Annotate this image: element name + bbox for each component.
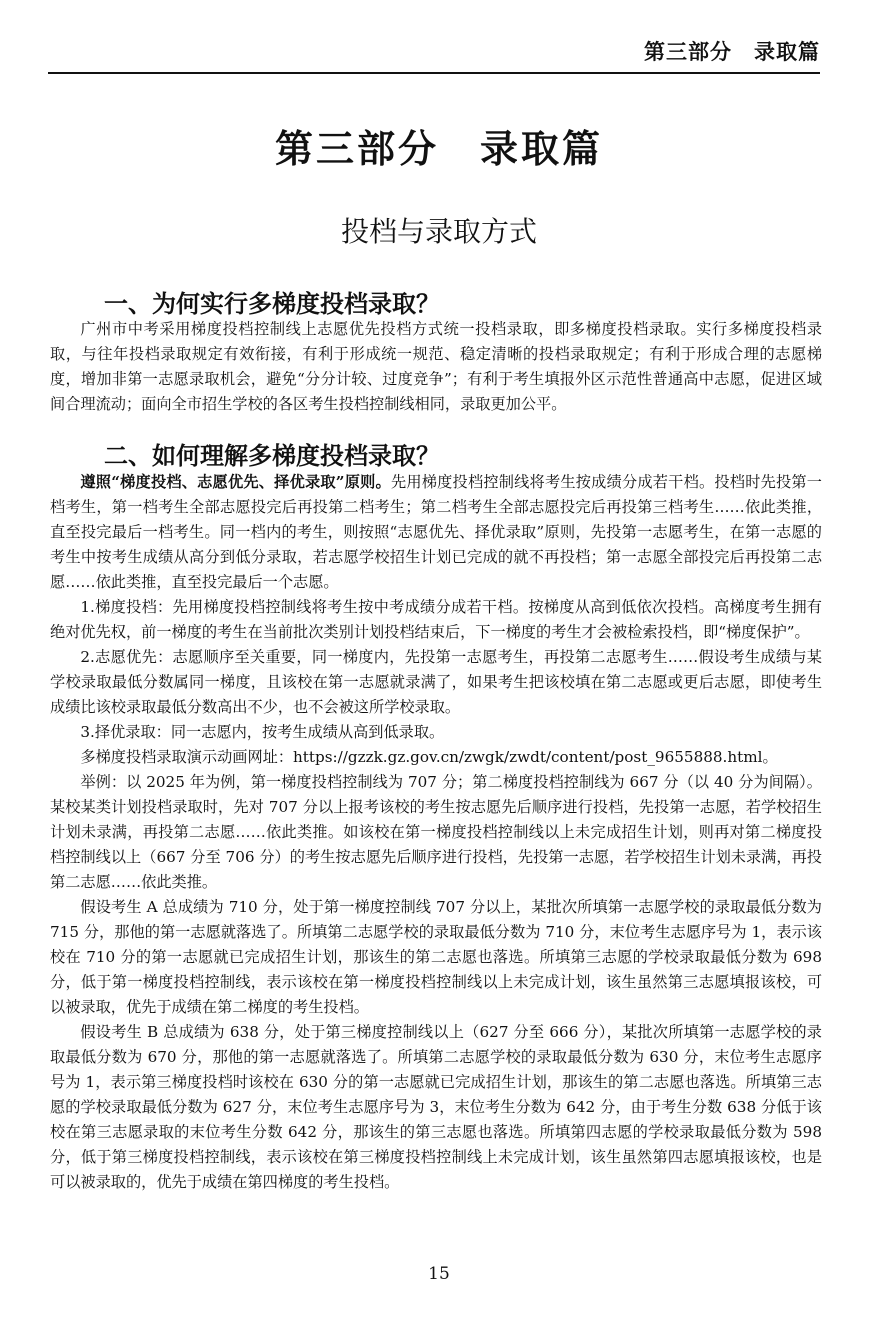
paragraph-preference-priority: 2.志愿优先：志愿顺序至关重要，同一梯度内，先投第一志愿考生，再投第二志愿考生……假设考生成绩与某学校录取最低分数属同一梯度，且该校在第一志愿就录满了，如果考生把该校填在第二志愿或更后志愿，即使考生成绩比该校录取最低分数高出不少，也不会被这所学校录取。 — [50, 648, 822, 716]
paragraph-demo-url: 多梯度投档录取演示动画网址：https://gzzk.gz.gov.cn/zwgk/zwdt/content/post_9655888.html。 — [80, 748, 778, 766]
paragraph: 广州市中考采用梯度投档控制线上志愿优先投档方式统一投档录取，即多梯度投档录取。实行多梯度投档录取，与往年投档录取规定有效衔接，有利于形成统一规范、稳定清晰的投档录取规定；有利于形成合理的志愿梯度，增加非第一志愿录取机会，避免“分分计较、过度竞争”；有利于考生填报外区示范性普通高中志愿，促进区域间合理流动；面向全市招生学校的各区考生投档控制线相同，录取更加公平。 — [50, 320, 822, 413]
principle-paragraph — [50, 470, 822, 595]
heading-why-multi-gradient: 一、为何实行多梯度投档录取？ — [104, 290, 440, 318]
running-header-title: 第三部分 录取篇 — [644, 40, 820, 64]
paragraph-merit-admission: 3.择优录取：同一志愿内，按考生成绩从高到低录取。 — [80, 723, 445, 741]
section-title: 投档与录取方式 — [340, 215, 537, 248]
paragraph-example: 举例：以 2025 年为例，第一梯度投档控制线为 707 分；第二梯度投档控制线为 667 分（以 40 分为间隔）。某校某类计划投档录取时，先对 707 分以上报考该校的考生按志愿先后顺序进行投档，先投第一志愿，若学校招生计划未录满，再投第二志愿……依此类推。如该校在第一梯度投档控制线以上未完成招生计划，则再对第二梯度投档控制线以上（667 分至 706 分）的考生按志愿先后顺序进行投档，先投第一志愿，若学校招生计划未录满，再投第二志愿……依此类推。 — [50, 773, 822, 891]
principle-rest-text: 先用梯度投档控制线将考生按成绩分成若干档。投档时先投第一档考生，第一档考生全部志愿投完后再投第二档考生；第二档考生全部志愿投完后再投第三档考生……依此类推，直至投完最后一档考生。同一档内的考生，则按照“志愿优先、择优录取”原则，先投第一志愿考生，在第一志愿的考生中按考生成绩从高分到低分录取，若志愿学校招生计划已完成的就不再投档；第一志愿全部投完后再投第二志愿……依此类推，直至投完最后一个志愿。 — [50, 473, 822, 591]
paragraph-student-b: 假设考生 B 总成绩为 638 分，处于第三梯度控制线以上（627 分至 666 分），某批次所填第一志愿学校的录取最低分数为 670 分，那他的第一志愿就落选了。所填第二志愿学校的录取最低分数为 630 分，末位考生志愿序号为 1，表示第三梯度投档时该校在 630 分的第一志愿就已完成招生计划，那该生的第二志愿也落选。所填第三志愿的学校录取最低分数为 627 分，末位考生志愿序号为 3，末位考生分数为 642 分，由于考生分数 638 分低于该校在第三志愿录取的末位考生分数 642 分，那该生的第三志愿也落选。所填第四志愿的学校录取最低分数为 598 分，低于第三梯度投档控制线，表示该校在第三梯度投档控制线上未完成计划，该生虽然第四志愿填报该校，也是可以被录取的，优先于成绩在第四梯度的考生投档。 — [50, 1023, 822, 1191]
part-title: 第三部分 录取篇 — [274, 126, 603, 171]
section-2-body — [50, 470, 822, 1195]
page-number: 15 — [428, 1264, 450, 1284]
section-1-body — [50, 317, 822, 417]
principle-bold-text: 遵照“梯度投档、志愿优先、择优录取”原则。 — [80, 473, 391, 491]
heading-how-to-understand: 二、如何理解多梯度投档录取？ — [104, 442, 440, 470]
paragraph-gradient-filing: 1.梯度投档：先用梯度投档控制线将考生按中考成绩分成若干档。按梯度从高到低依次投档。高梯度考生拥有绝对优先权，前一梯度的考生在当前批次类别计划投档结束后，下一梯度的考生才会被检索投档，即“梯度保护”。 — [50, 598, 822, 641]
running-header — [48, 34, 820, 74]
paragraph-student-a: 假设考生 A 总成绩为 710 分，处于第一梯度控制线 707 分以上，某批次所填第一志愿学校的录取最低分数为 715 分，那他的第一志愿就落选了。所填第二志愿学校的录取最低分数为 710 分，末位考生志愿序号为 1，表示该校在 710 分的第一志愿就已完成招生计划，那该生的第二志愿也落选。所填第三志愿的学校录取最低分数为 698 分，低于第一梯度投档控制线，表示该校在第一梯度投档控制线以上未完成计划，该生虽然第三志愿填报该校，可以被录取，优先于成绩在第二梯度的考生投档。 — [50, 898, 822, 1016]
